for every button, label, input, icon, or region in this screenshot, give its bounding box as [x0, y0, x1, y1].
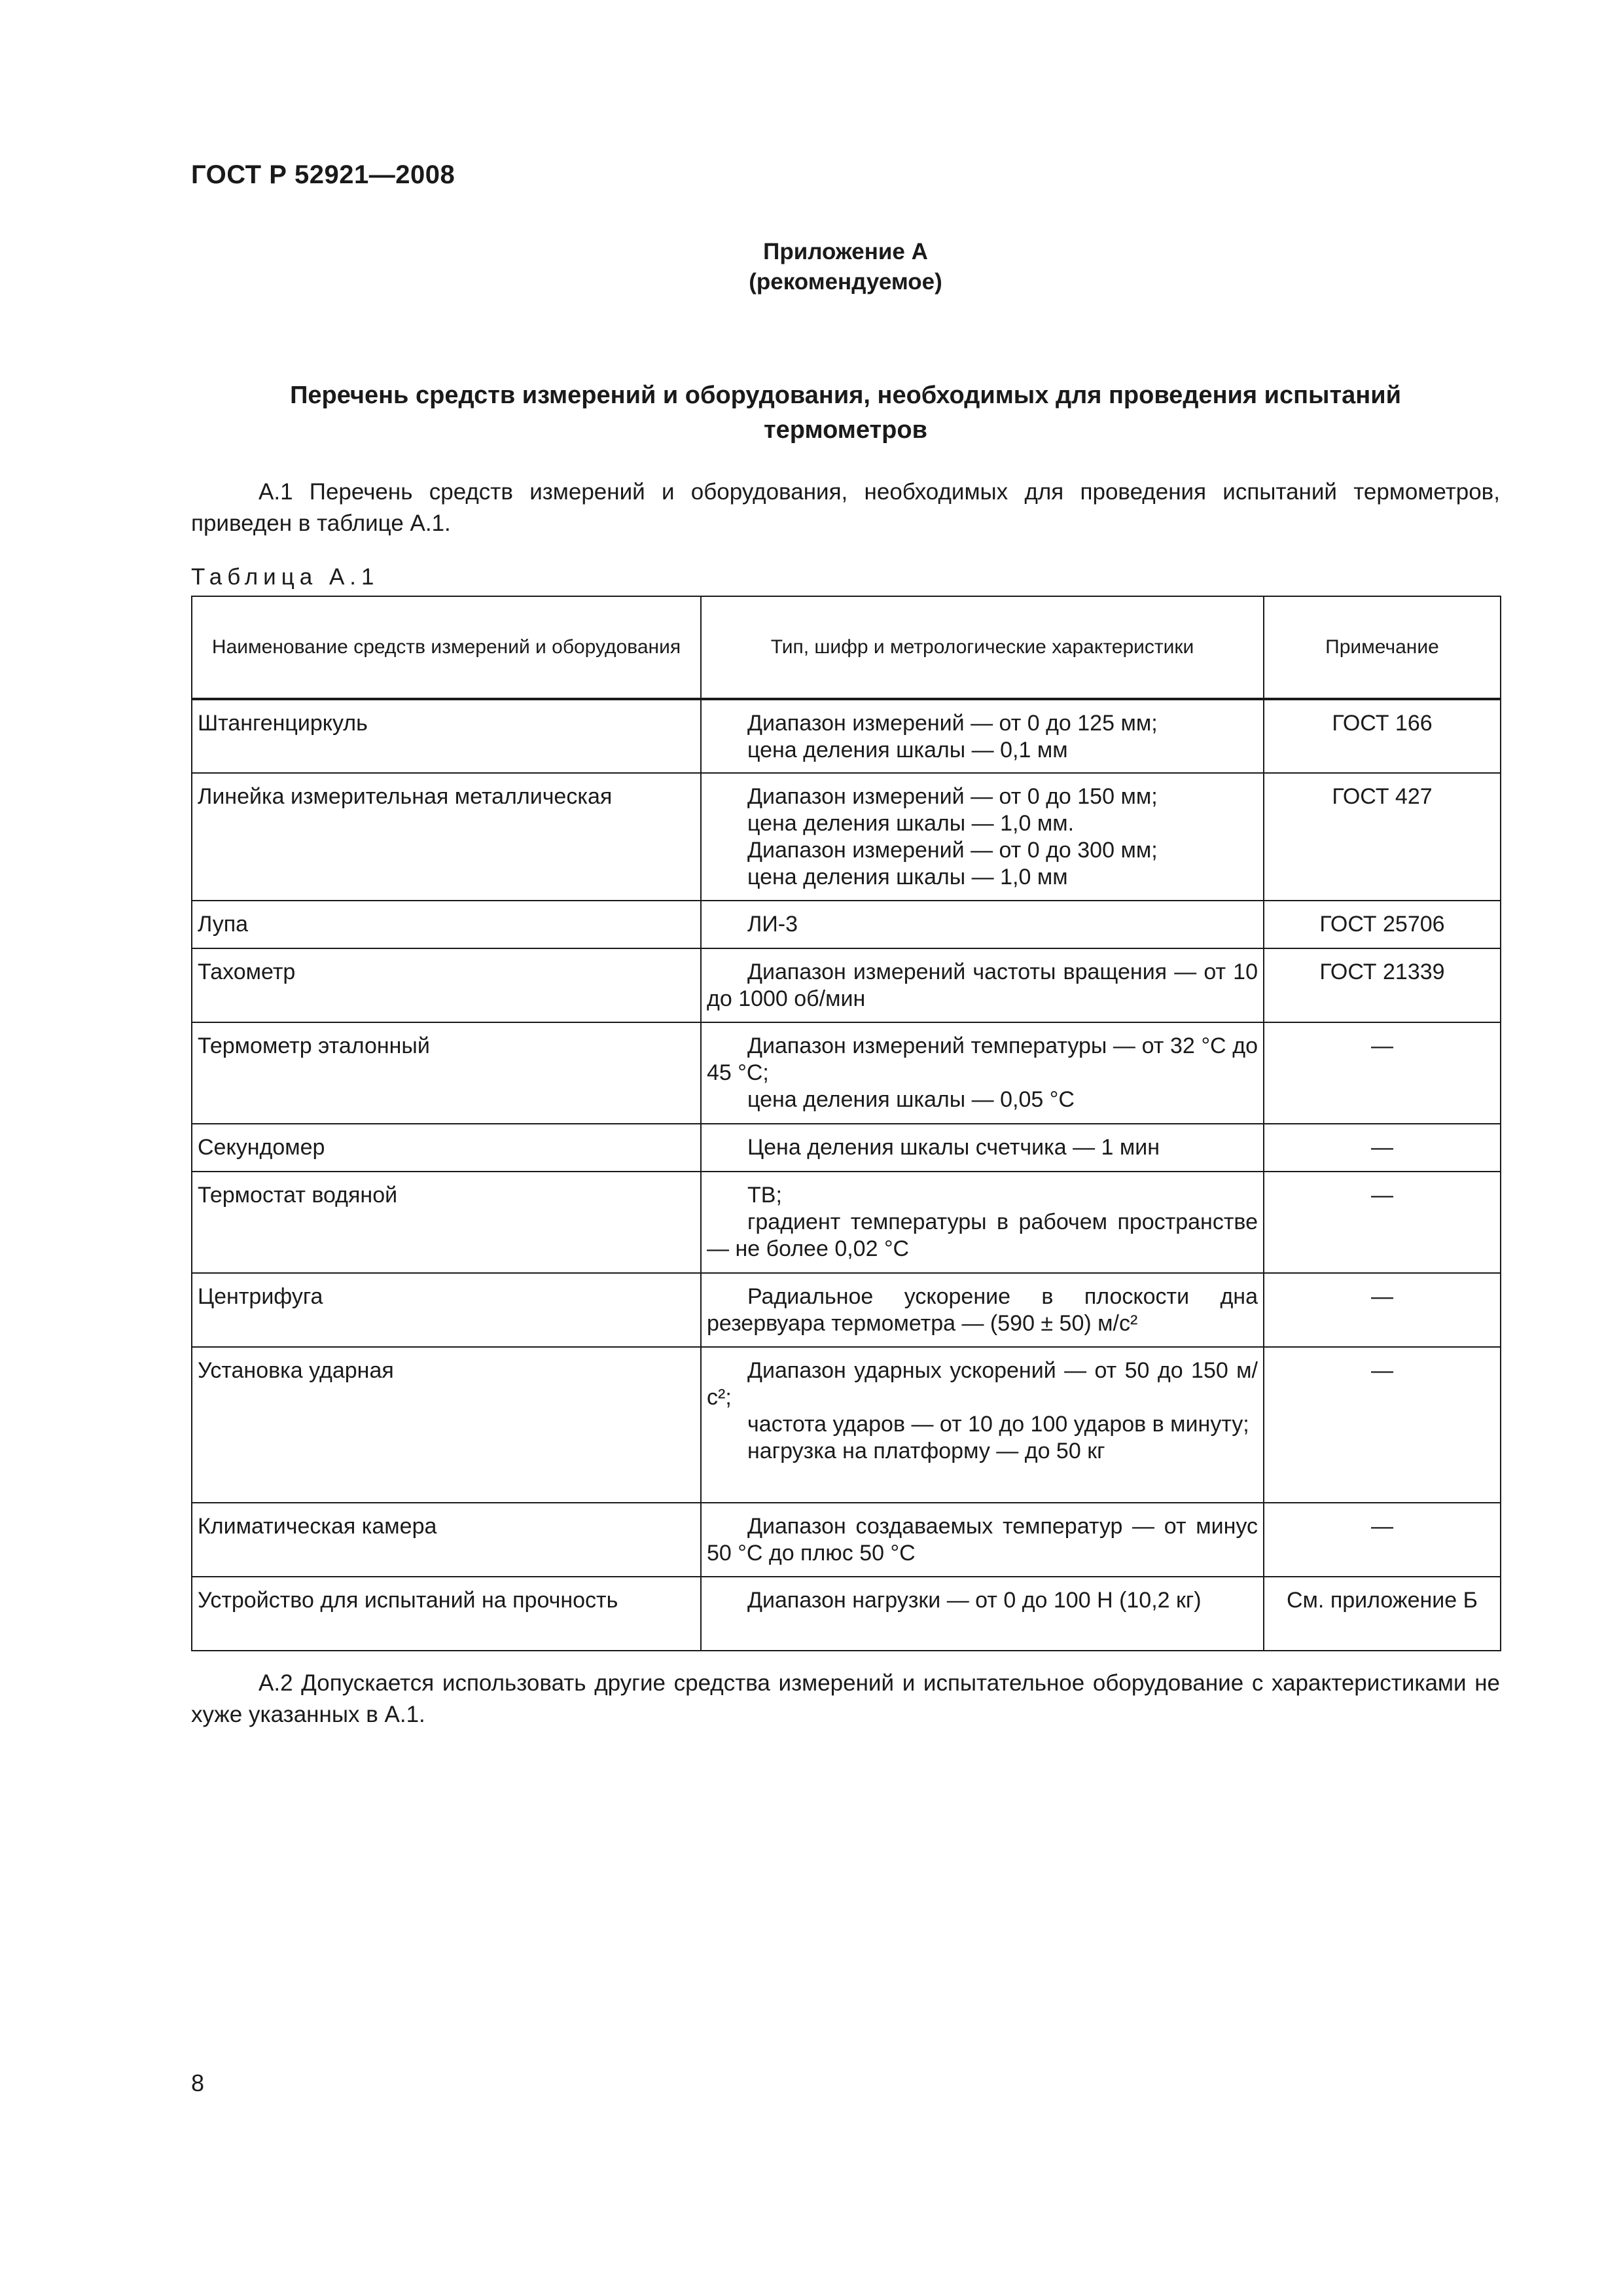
annex-heading	[191, 237, 1500, 297]
table-row	[192, 1172, 1501, 1273]
cell-equipment-name: Секундомер	[192, 1124, 701, 1172]
list-title-line-2: термометров	[764, 416, 927, 444]
table-body	[192, 699, 1501, 1651]
cell-note: —	[1264, 1273, 1501, 1347]
header-spec: Тип, шифр и метрологические характеристики	[701, 596, 1264, 699]
cell-note: —	[1264, 1124, 1501, 1172]
cell-note: —	[1264, 1172, 1501, 1273]
cell-note: См. приложение Б	[1264, 1577, 1501, 1651]
table-caption: Таблица А.1	[191, 564, 380, 590]
table-row	[192, 901, 1501, 948]
header-note: Примечание	[1264, 596, 1501, 699]
header-name: Наименование средств измерений и оборудования	[192, 596, 701, 699]
cell-specification	[701, 901, 1264, 948]
cell-equipment-name: Климатическая камера	[192, 1503, 701, 1577]
cell-specification	[701, 948, 1264, 1022]
cell-specification	[701, 1577, 1264, 1651]
spec-line: Радиальное ускорение в плоскости дна резервуара термометра — (590 ± 50) м/с²	[707, 1284, 1258, 1336]
cell-specification	[701, 699, 1264, 773]
spec-line: Диапазон создаваемых температур — от минус 50 °С до плюс 50 °С	[707, 1514, 1258, 1566]
spec-line: ТВ;	[747, 1183, 782, 1208]
cell-note: —	[1264, 1503, 1501, 1577]
cell-equipment-name: Установка ударная	[192, 1347, 701, 1503]
spec-line: градиент температуры в рабочем пространстве — не более 0,02 °С	[707, 1210, 1258, 1261]
cell-specification	[701, 1273, 1264, 1347]
cell-note: ГОСТ 166	[1264, 699, 1501, 773]
table-row	[192, 1577, 1501, 1651]
cell-specification	[701, 1503, 1264, 1577]
cell-equipment-name: Термометр эталонный	[192, 1022, 701, 1124]
cell-note: ГОСТ 25706	[1264, 901, 1501, 948]
standard-header: ГОСТ Р 52921—2008	[191, 160, 455, 189]
spec-line: Диапазон ударных ускорений — от 50 до 150 м/с²;	[707, 1358, 1258, 1410]
spec-line: цена деления шкалы — 0,05 °С	[747, 1087, 1075, 1112]
cell-note: —	[1264, 1022, 1501, 1124]
spec-line: Диапазон измерений — от 0 до 300 мм;	[747, 838, 1158, 863]
cell-equipment-name: Штангенциркуль	[192, 699, 701, 773]
table-row	[192, 1503, 1501, 1577]
spec-line: Диапазон нагрузки — от 0 до 100 Н (10,2 кг)	[747, 1588, 1202, 1613]
cell-specification	[701, 1347, 1264, 1503]
equipment-table	[191, 596, 1501, 1651]
list-title	[191, 378, 1500, 448]
annex-status: (рекомендуемое)	[749, 269, 942, 295]
list-title-line-1: Перечень средств измерений и оборудования, необходимых для проведения испытаний	[290, 382, 1401, 409]
paragraph-a1: А.1 Перечень средств измерений и оборудования, необходимых для проведения испытаний термометров, приведен в таблице А.1.	[191, 479, 1500, 536]
table-row	[192, 699, 1501, 773]
spec-line: частота ударов — от 10 до 100 ударов в минуту;	[747, 1412, 1249, 1437]
cell-equipment-name: Линейка измерительная металлическая	[192, 773, 701, 901]
spec-line: Диапазон измерений — от 0 до 150 мм;	[747, 784, 1158, 809]
paragraph-a2: А.2 Допускается использовать другие средства измерений и испытательное оборудование с характеристиками не хуже указанных в А.1.	[191, 1670, 1500, 1727]
table-header-row	[192, 596, 1501, 699]
cell-equipment-name: Термостат водяной	[192, 1172, 701, 1273]
table-row	[192, 1273, 1501, 1347]
table-row	[192, 948, 1501, 1022]
spec-line: цена деления шкалы — 0,1 мм	[747, 738, 1068, 762]
spec-line: нагрузка на платформу — до 50 кг	[747, 1439, 1105, 1463]
cell-specification	[701, 1124, 1264, 1172]
spec-line: Диапазон измерений температуры — от 32 °С до 45 °С;	[707, 1033, 1258, 1085]
cell-specification	[701, 1022, 1264, 1124]
cell-note: —	[1264, 1347, 1501, 1503]
spec-line: Диапазон измерений — от 0 до 125 мм;	[747, 711, 1158, 736]
cell-equipment-name: Лупа	[192, 901, 701, 948]
spec-line: Диапазон измерений частоты вращения — от 10 до 1000 об/мин	[707, 960, 1258, 1011]
page-number: 8	[191, 2070, 205, 2096]
spec-line: цена деления шкалы — 1,0 мм.	[747, 811, 1075, 836]
table-row	[192, 773, 1501, 901]
table-row	[192, 1022, 1501, 1124]
cell-equipment-name: Устройство для испытаний на прочность	[192, 1577, 701, 1651]
spec-line: ЛИ-3	[747, 912, 798, 937]
cell-note: ГОСТ 427	[1264, 773, 1501, 901]
cell-note: ГОСТ 21339	[1264, 948, 1501, 1022]
annex-title: Приложение А	[763, 239, 928, 264]
table-row	[192, 1347, 1501, 1503]
cell-specification	[701, 773, 1264, 901]
cell-specification	[701, 1172, 1264, 1273]
cell-equipment-name: Центрифуга	[192, 1273, 701, 1347]
cell-equipment-name: Тахометр	[192, 948, 701, 1022]
spec-line: цена деления шкалы — 1,0 мм	[747, 865, 1068, 889]
spec-line: Цена деления шкалы счетчика — 1 мин	[747, 1135, 1160, 1160]
table-row	[192, 1124, 1501, 1172]
